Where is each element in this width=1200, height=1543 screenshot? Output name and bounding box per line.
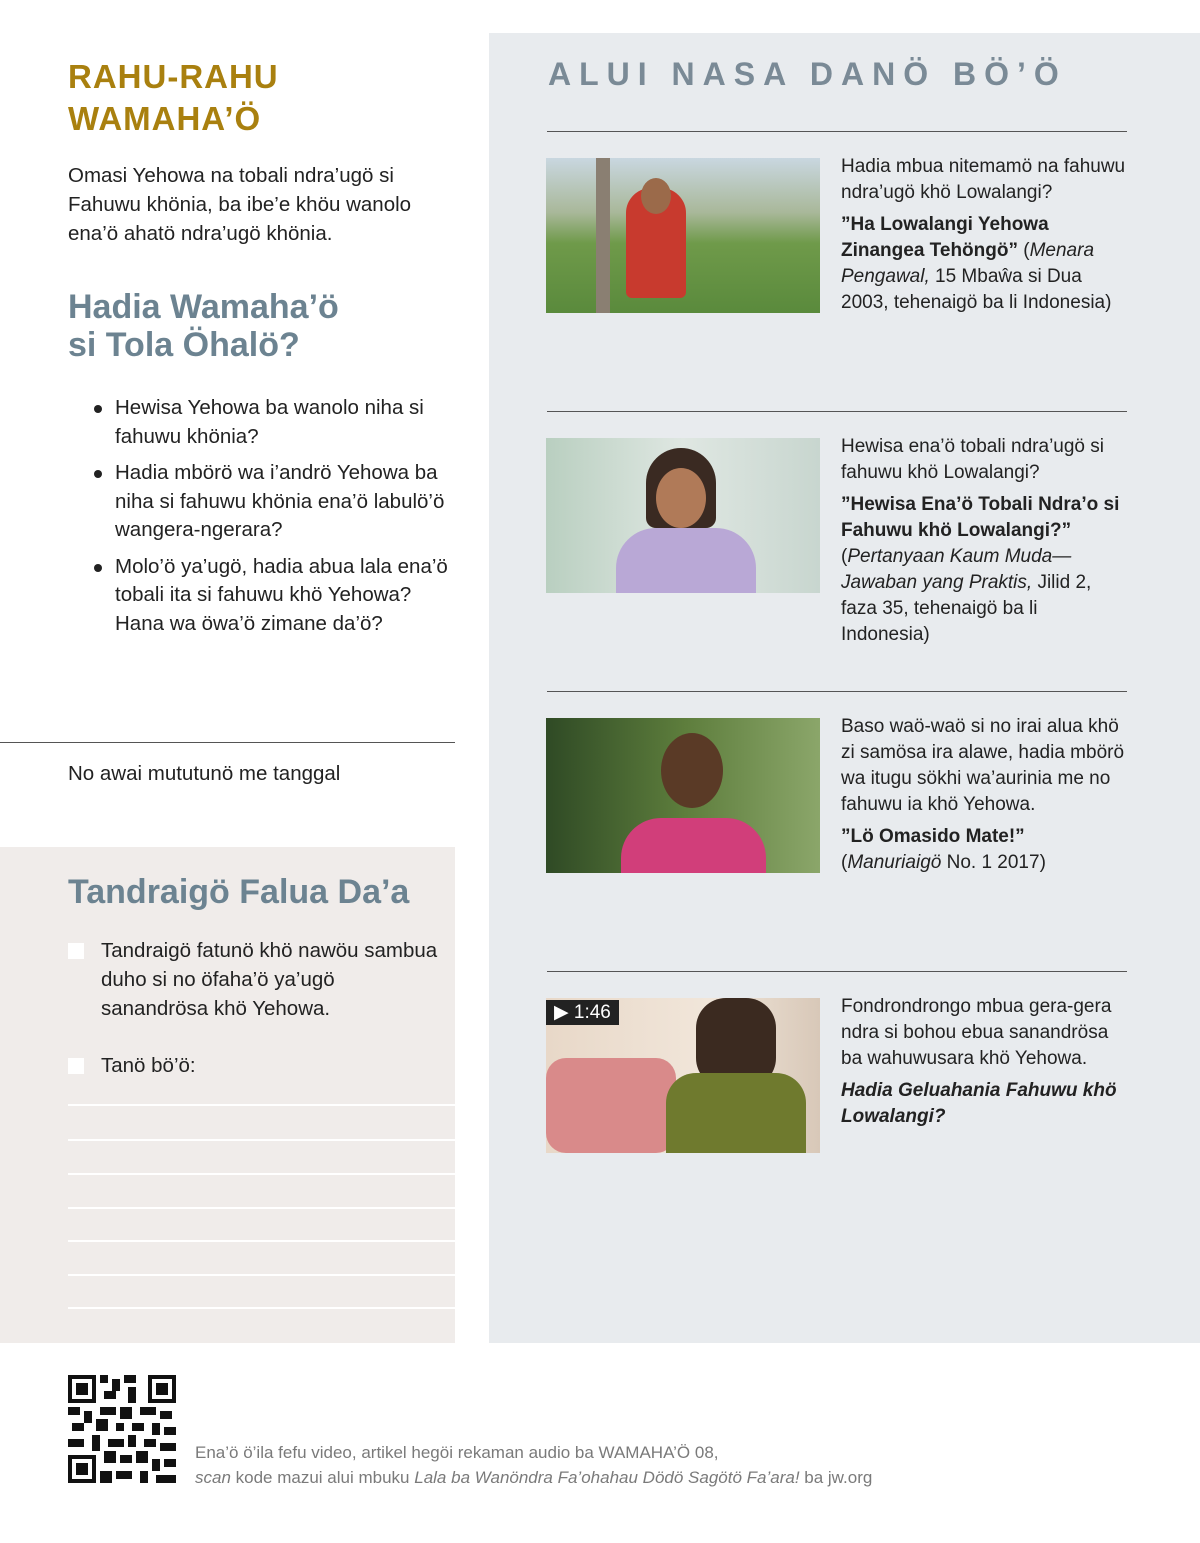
writing-line[interactable] [68, 1104, 455, 1106]
list-item: Hewisa Yehowa ba wanolo niha si fahuwu khönia? [92, 394, 462, 451]
resource-question: Hewisa ena’ö tobali ndra’ugö si fahuwu khö Lowalangi? [841, 436, 1104, 483]
divider [547, 131, 1127, 132]
resource-item [841, 994, 1131, 1130]
goal-heading: Tandraigö Falua Da’a [68, 873, 410, 911]
footer-text: ba jw.org [799, 1468, 873, 1487]
source-text: ( [1017, 240, 1030, 261]
divider [547, 411, 1127, 412]
smiling-woman-image[interactable] [546, 718, 820, 873]
divider [547, 971, 1127, 972]
writing-line[interactable] [68, 1207, 455, 1209]
resource-item [841, 154, 1131, 316]
other-checkbox[interactable] [68, 1058, 84, 1074]
brochure-title: Lala ba Wanöndra Fa’ohahau Dödö Sagötö Fa’ara! [414, 1468, 800, 1487]
heading-line: Hadia Wamaha’ö [68, 288, 339, 326]
source-publication: Menara Pengawal, [841, 240, 1095, 287]
writing-line[interactable] [68, 1274, 455, 1276]
resource-title-link[interactable]: ”Ha Lowalangi Yehowa Zinangea Tehöngö” [841, 214, 1049, 261]
goal-item: Tandraigö fatunö khö nawöu sambua duho si no öfaha’ö ya’ugö sanandrösa khö Yehowa. [101, 939, 438, 1020]
source-text: ( [841, 852, 848, 873]
resource-question: Hadia mbua nitemamö na fahuwu ndra’ugö khö Lowalangi? [841, 156, 1126, 203]
footer-note [195, 1440, 995, 1490]
intro-text: Omasi Yehowa na tobali ndra’ugö si Fahuwu khönia, ba ibe’e khöu wanolo ena’ö ahatö ndra’ugö khönia. [68, 164, 412, 245]
goal-box [0, 847, 455, 1343]
resource-title-link[interactable]: ”Hewisa Ena’ö Tobali Ndra’o si Fahuwu khö Lowalangi?” [841, 494, 1120, 541]
resource-question: Baso waö-waö si no irai alua khö zi samösa ira alawe, hadia mbörö wa itugu sökhi wa’aurinia me no fahuwu ia khö Yehowa. [841, 716, 1125, 815]
resource-title-link[interactable]: ”Lö Omasido Mate!” [841, 826, 1025, 847]
qr-code[interactable] [68, 1375, 176, 1483]
title-line: RAHU-RAHU [68, 58, 279, 95]
goal-checkbox[interactable] [68, 943, 84, 959]
lesson-title [68, 56, 279, 140]
woman-in-orchard-image[interactable] [546, 158, 820, 313]
writing-line[interactable] [68, 1240, 455, 1242]
source-text: No. 1 2017) [941, 852, 1046, 873]
writing-line[interactable] [68, 1139, 455, 1141]
video-duration-badge[interactable]: ▶ 1:46 [546, 1000, 619, 1025]
resource-item [841, 714, 1131, 876]
explore-heading: ALUI NASA DANÖ BÖ’Ö [548, 56, 1067, 92]
resource-title-link[interactable]: Hadia Geluahania Fahuwu khö Lowalangi? [841, 1080, 1117, 1127]
footer-text: scan [195, 1468, 231, 1487]
question-list [92, 394, 462, 646]
praying-woman-video-thumbnail[interactable] [546, 998, 820, 1153]
source-publication: Pertanyaan Kaum Muda—Jawaban yang Praktis, [841, 546, 1072, 593]
source-text: 15 Mbaŵa si Dua 2003, tehenaigö ba li Indonesia) [841, 266, 1112, 313]
divider [0, 742, 455, 743]
source-text: ( [841, 546, 848, 567]
girl-reading-image[interactable] [546, 438, 820, 593]
list-item: Molo’ö ya’ugö, hadia abua lala ena’ö tobali ita si fahuwu khö Yehowa? Hana wa öwa’ö zimane da’ö? [92, 553, 462, 639]
writing-line[interactable] [68, 1173, 455, 1175]
title-line: WAMAHA’Ö [68, 100, 262, 137]
date-label: No awai mututunö me tanggal [68, 762, 341, 785]
source-publication: Manuriaigö [847, 852, 942, 873]
source-text: Jilid 2, faza 35, tehenaigö ba li Indonesia) [841, 572, 1092, 645]
questions-heading [68, 288, 448, 364]
footer-line: Ena’ö ö’ila fefu video, artikel hegöi rekaman audio ba WAMAHA’Ö 08, [195, 1443, 719, 1462]
divider [547, 691, 1127, 692]
writing-line[interactable] [68, 1307, 455, 1309]
resource-question: Fondrondrongo mbua gera-gera ndra si bohou ebua sanandrösa ba wahuwusara khö Yehowa. [841, 996, 1112, 1069]
resource-item [841, 434, 1131, 648]
footer-text: kode mazui alui mbuku [230, 1468, 415, 1487]
heading-line: si Tola Öhalö? [68, 326, 300, 364]
goal-item: Tanö bö’ö: [101, 1054, 196, 1077]
list-item: Hadia mbörö wa i’andrö Yehowa ba niha si fahuwu khönia ena’ö labulö’ö wangera-ngerara? [92, 459, 462, 545]
